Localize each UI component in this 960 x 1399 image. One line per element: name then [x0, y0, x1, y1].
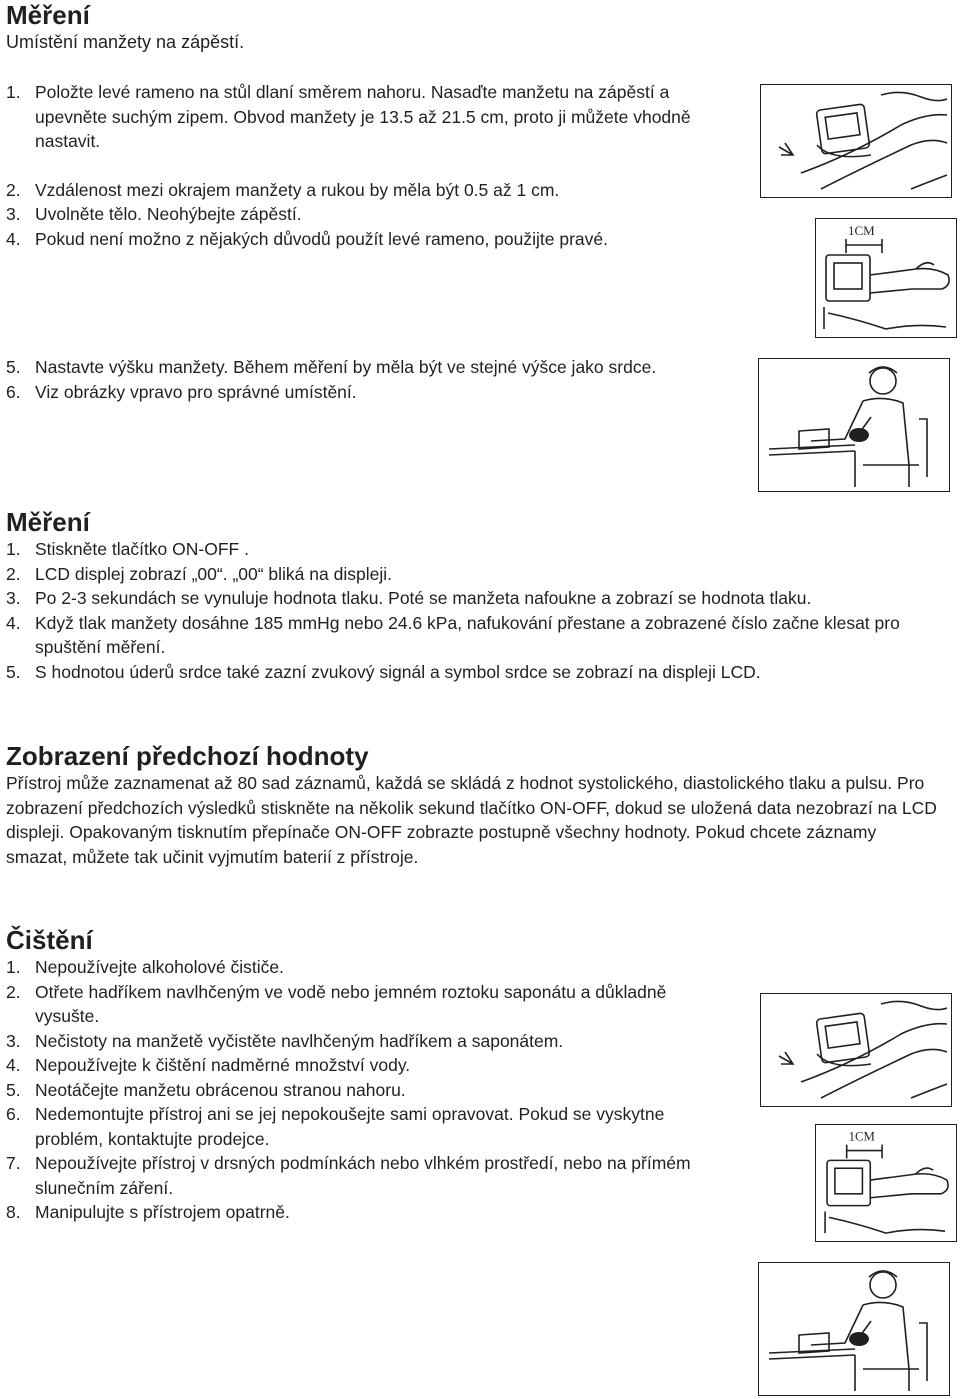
svg-text:1CM: 1CM: [848, 1129, 875, 1144]
seated-person-icon-2: [759, 1263, 949, 1395]
list-item: 3. Nečistoty na manžetě vyčistěte navlhčeným hadříkem a saponátem.: [6, 1030, 564, 1051]
list-item: 4. Nepoužívejte k čištění nadměrné množství vody.: [6, 1055, 411, 1075]
wrist-cuff-illustration: [760, 84, 952, 198]
list-item: 5. S hodnotou úderů srdce také zazní zvukový signál a symbol srdce se zobrazí na displeji LCD.: [6, 661, 761, 682]
list-item: 6. Nedemontujte přístroj ani se jej nepokoušejte sami opravovat. Pokud se vyskytne problém, kontaktujte prodejce.: [6, 1104, 665, 1149]
section-measurement-height: [6, 355, 726, 404]
section-previous-values: [6, 741, 941, 869]
wrist-distance-icon: [816, 219, 956, 337]
section-title-previous-values: Zobrazení předchozí hodnoty: [6, 741, 369, 771]
list-item: 4. Když tlak manžety dosáhne 185 mmHg nebo 24.6 kPa, nafukování přestane a zobrazené číslo začne klesat pro spuštění měření.: [6, 612, 900, 657]
list-item: 1. Nepoužívejte alkoholové čističe.: [6, 957, 285, 977]
seated-person-illustration-2: [758, 1262, 950, 1396]
wrist-cuff-icon-2: [761, 994, 951, 1106]
seated-person-icon: [759, 359, 949, 491]
list-item: 5. Neotáčejte manžetu obrácenou stranou nahoru.: [6, 1079, 406, 1100]
section-title-measurement-2: Měření: [6, 507, 90, 537]
height-steps-list: [6, 355, 726, 404]
seated-person-illustration: [758, 358, 950, 492]
list-item: 8. Manipulujte s přístrojem opatrně.: [6, 1202, 290, 1222]
section-measurement-placement: [6, 0, 746, 251]
list-item: 7. Nepoužívejte přístroj v drsných podmínkách nebo vlhkém prostředí, nebo na přímém slunečním záření.: [6, 1153, 691, 1198]
list-item: 1. Položte levé rameno na stůl dlaní směrem nahoru. Nasaďte manžetu na zápěstí a upevněte suchým zipem. Obvod manžety je 13.5 až 21.5 cm, proto ji můžete vhodně nastavit.: [6, 82, 691, 151]
list-item: 4. Pokud není možno z nějakých důvodů použít levé rameno, použijte pravé.: [6, 228, 608, 249]
procedure-steps-list: [6, 537, 916, 684]
wrist-distance-icon-2: [816, 1125, 956, 1241]
section-measurement-procedure: [6, 507, 916, 684]
heart-marker: [849, 428, 869, 442]
list-item: 1. Stiskněte tlačítko ON-OFF .: [6, 539, 249, 559]
heart-marker-2: [849, 1332, 869, 1346]
list-item: 3. Po 2-3 sekundách se vynuluje hodnota tlaku. Poté se manžeta nafoukne a zobrazí se hodnota tlaku.: [6, 588, 812, 608]
wrist-distance-illustration: [815, 218, 957, 338]
cleaning-steps-list: [6, 955, 726, 1225]
section-subtitle: Umístění manžety na zápěstí.: [6, 32, 245, 52]
list-item: 6. Viz obrázky vpravo pro správné umístění.: [6, 381, 357, 402]
list-item: 3. Uvolněte tělo. Neohýbejte zápěstí.: [6, 204, 302, 224]
section-title-cleaning: Čištění: [6, 925, 93, 955]
list-item: 2. Vzdálenost mezi okrajem manžety a rukou by měla být 0.5 až 1 cm.: [6, 179, 560, 200]
placement-steps-list: [6, 80, 746, 251]
list-item: 2. Otřete hadříkem navlhčeným ve vodě nebo jemném roztoku saponátu a důkladně vysušte.: [6, 981, 667, 1026]
wrist-cuff-icon: [761, 85, 951, 197]
list-item: 2. LCD displej zobrazí „00“. „00“ bliká na displeji.: [6, 563, 392, 584]
section-cleaning: [6, 925, 726, 1225]
previous-values-paragraph: Přístroj může zaznamenat až 80 sad záznamů, každá se skládá z hodnot systolického, diastolického tlaku a pulsu. Pro zobrazení předchozích výsledků stiskněte na několik sekund tlačítko ON-OFF, dokud se uložená data nezobrazí na LCD displeji. Opakovaným tisknutím přepínače ON-OFF zobrazte postupně všechny hodnoty. Pokud chcete záznamy smazat, můžete tak učinit vyjmutím baterií z přístroje.: [6, 773, 937, 867]
section-title-measurement: Měření: [6, 0, 90, 30]
wrist-distance-illustration-2: [815, 1124, 957, 1242]
wrist-cuff-illustration-2: [760, 993, 952, 1107]
svg-text:1CM: 1CM: [848, 223, 875, 238]
list-item: 5. Nastavte výšku manžety. Během měření by měla být ve stejné výšce jako srdce.: [6, 357, 657, 377]
